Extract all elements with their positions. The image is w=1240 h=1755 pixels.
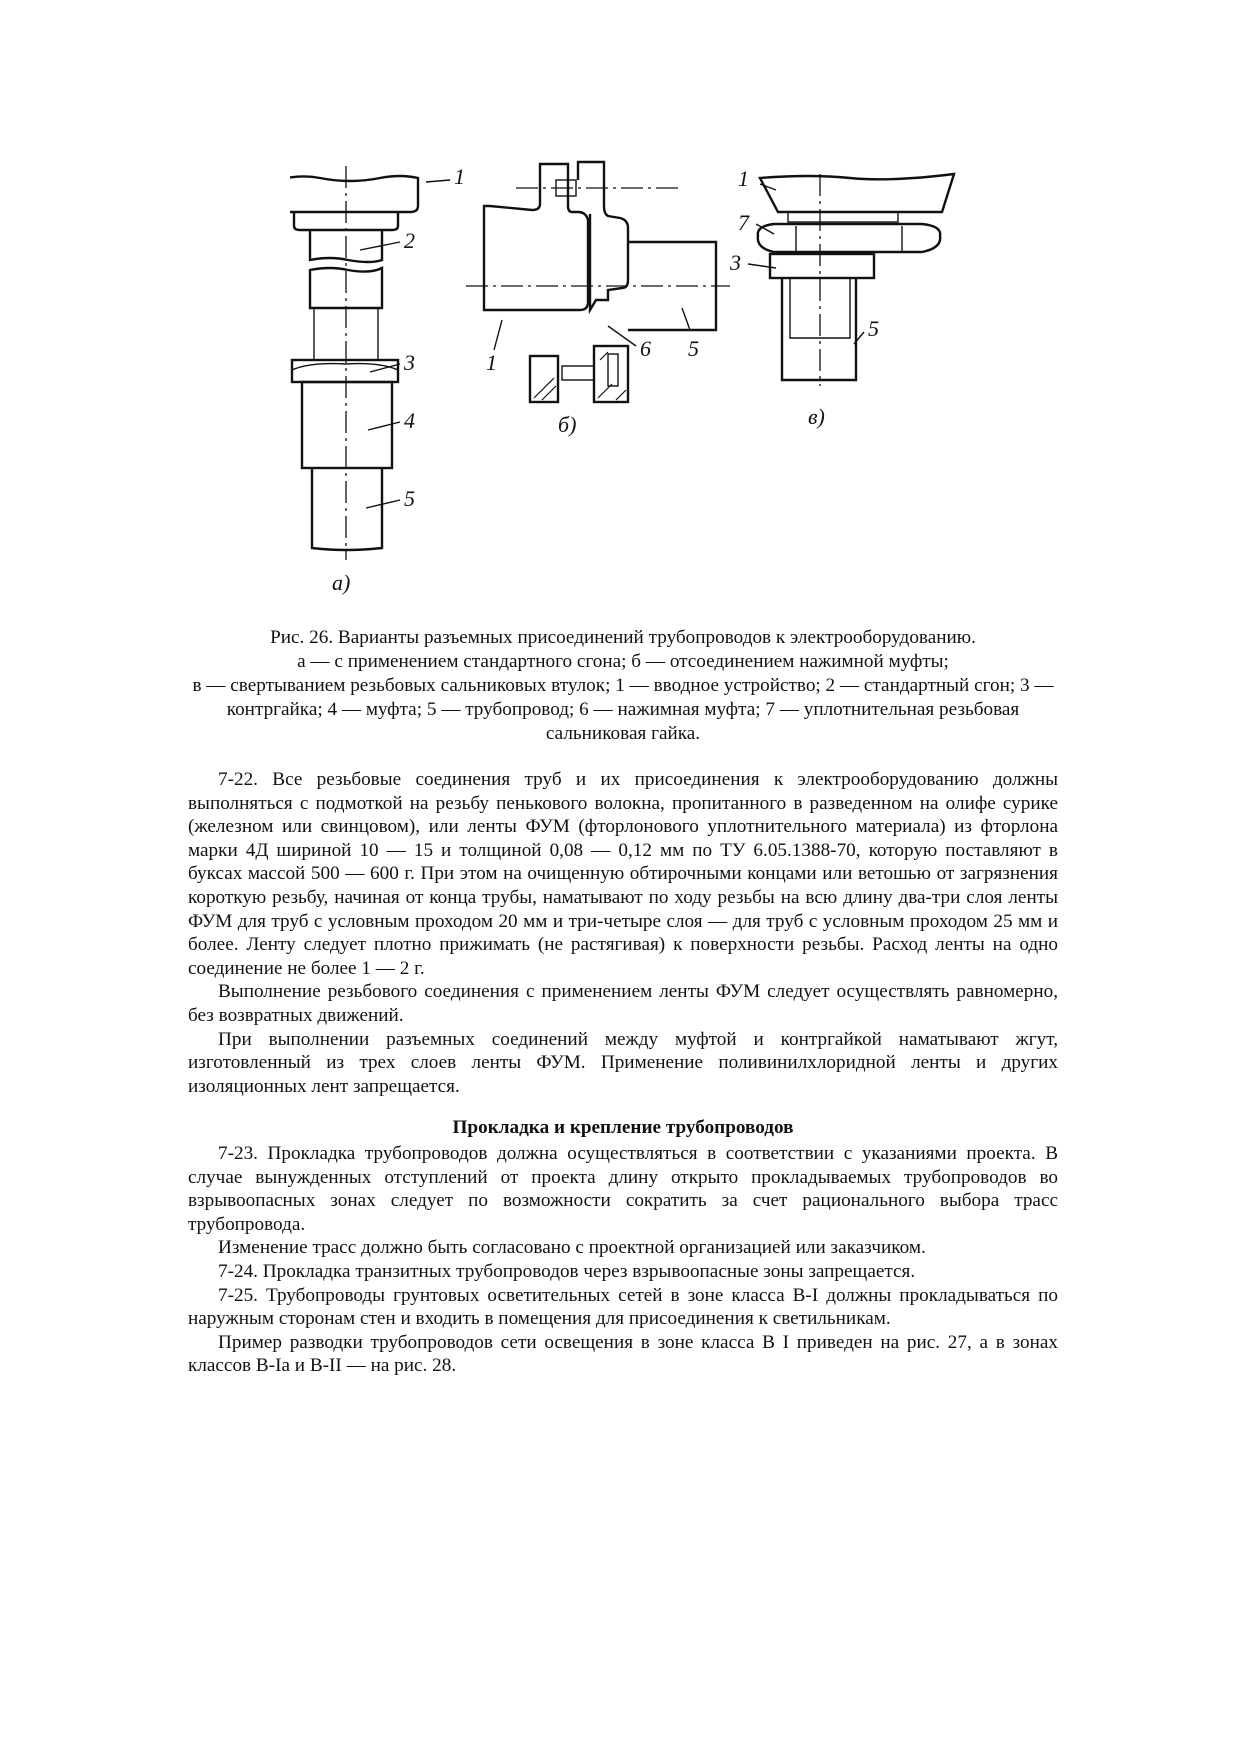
paragraph: 7-24. Прокладка транзитных трубопроводов через взрывоопасные зоны запрещается. [218, 1260, 916, 1282]
label-b-1: 1 [486, 350, 497, 375]
label-b-5: 5 [688, 336, 699, 361]
panel-label-c: в) [808, 404, 825, 429]
label-b-6: 6 [640, 336, 651, 361]
label-c-3: 3 [730, 250, 741, 275]
label-c-7: 7 [738, 210, 749, 235]
paragraph: 7-25. Трубопроводы грунтовых осветительных сетей в зоне класса В-I должны прокладываться по наружным сторонам стен и входить в помещения для присоединения к светильникам. [188, 1284, 1058, 1330]
section-heading: Прокладка и крепление трубопроводов [452, 1117, 794, 1138]
label-c-5: 5 [868, 316, 879, 341]
caption-line: а — с применением стандартного сгона; б — отсоединением нажимной муфты; [297, 651, 949, 672]
caption-line: Рис. 26. Варианты разъемных присоединений трубопроводов к электрооборудованию. [270, 627, 976, 648]
paragraph: 7-23. Прокладка трубопроводов должна осуществляться в соответствии с указаниями проекта. В случае вынужденных отступлений от проекта длину открыто прокладываемых трубопроводов во взрывоопасных зонах следует по возможности сократить за счет рационального выбора трасс трубопровода. [188, 1143, 1058, 1235]
pipe-connection-drawing [290, 160, 970, 600]
section-7-22 [188, 768, 1058, 1098]
figure-caption [190, 626, 1056, 746]
panel-label-b: б) [558, 412, 577, 437]
label-a-1: 1 [454, 164, 465, 189]
paragraph: 7-22. Все резьбовые соединения труб и их присоединения к электрооборудованию должны выполняться с подмоткой на резьбу пенькового волокна, пропитанного в разведенном на олифе сурике (железном или свинцовом), или ленты ФУМ (фторлонового уплотнительного материала) из фторлона марки 4Д шириной 10 — 15 и толщиной 0,08 — 0,12 мм по ТУ 6.05.1388-70, которую поставляют в буксах массой 500 — 600 г. При этом на очищенную обтирочными концами или ветошью от загрязнения короткую резьбу, начиная от конца трубы, наматывают по ходу резьбы на всю длину два-три слоя ленты ФУМ для труб с условным проходом 20 мм и три-четыре слоя — для труб с условным проходом 25 мм и более. Ленту следует плотно прижимать (не растягивая) к поверхности резьбы. Расход ленты на одно соединение не более 1 — 2 г. [188, 769, 1058, 979]
paragraph: При выполнении разъемных соединений между муфтой и контргайкой наматывают жгут, изготовленный из трех слоев ленты ФУМ. Применение поливинилхлоридной ленты и других изоляционных лент запрещается. [188, 1028, 1058, 1097]
label-a-3: 3 [404, 350, 415, 375]
panel-b-drawing [466, 162, 730, 402]
panel-c-drawing [748, 174, 954, 386]
paragraph: Изменение трасс должно быть согласовано с проектной организацией или заказчиком. [218, 1237, 926, 1259]
paragraph: Пример разводки трубопроводов сети освещения в зоне класса В I приведен на рис. 27, а в зонах классов В-Iа и В-II — на рис. 28. [188, 1331, 1058, 1377]
label-a-2: 2 [404, 228, 415, 253]
section-7-23-7-25 [188, 1142, 1058, 1378]
paragraph: Выполнение резьбового соединения с применением ленты ФУМ следует осуществлять равномерно, без возвратных движений. [188, 981, 1058, 1026]
caption-line: в — свертыванием резьбовых сальниковых втулок; 1 — вводное устройство; 2 — стандартный сгон; 3 — контргайка; 4 — муфта; 5 — трубопровод; 6 — нажимная муфта; 7 — уплотнительная резьбовая сальниковая гайка. [192, 675, 1054, 744]
label-a-5: 5 [404, 486, 415, 511]
label-c-1: 1 [738, 166, 749, 191]
figure-26 [290, 160, 970, 600]
panel-a-drawing [290, 166, 450, 560]
label-a-4: 4 [404, 408, 415, 433]
panel-label-a: а) [332, 570, 351, 595]
